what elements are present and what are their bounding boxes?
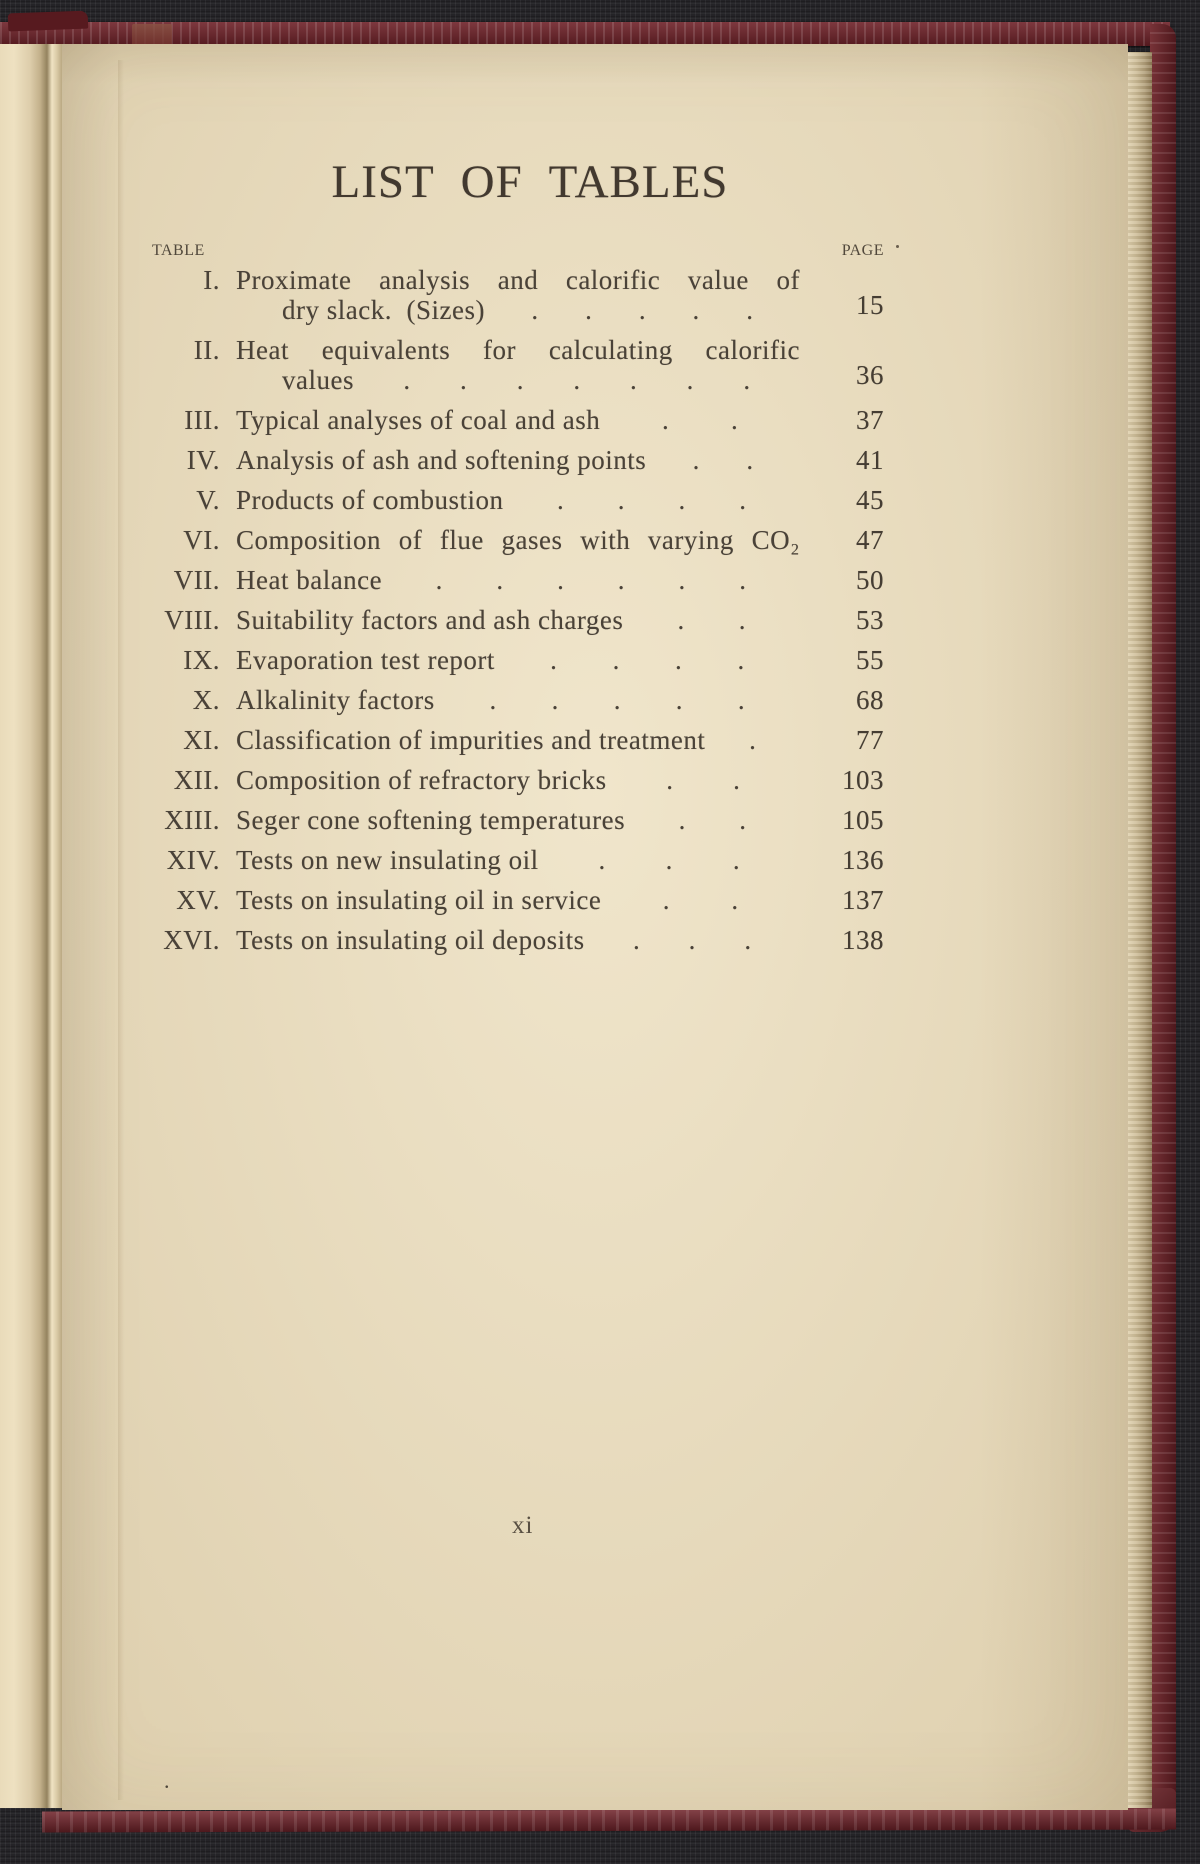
entry-line — [236, 645, 800, 675]
entry-numeral: XV. — [176, 885, 220, 915]
dot-leaders: . . — [677, 605, 746, 635]
entry-numeral: VI. — [183, 525, 220, 555]
entry-numeral: XII. — [173, 765, 220, 795]
entry-desc — [236, 925, 800, 955]
stray-ink-dot: . — [164, 1768, 170, 1793]
entry-line — [236, 725, 800, 755]
entry-line — [236, 845, 800, 875]
toc-entry — [140, 565, 884, 595]
dot-leaders: . . . . . . — [435, 565, 747, 595]
dot-leaders: . . . . — [557, 485, 747, 515]
entry-numeral: V. — [196, 485, 220, 515]
toc-entry — [140, 645, 884, 675]
book-cover-right-edge — [1150, 24, 1176, 1824]
entry-title-text: Evaporation test report — [236, 645, 495, 675]
entry-title-text: Tests on insulating oil in service — [236, 885, 602, 915]
entry-line — [236, 485, 800, 515]
toc-entry — [140, 445, 884, 475]
dot-leaders: . . . . . — [531, 295, 754, 325]
toc-entry — [140, 685, 884, 715]
toc-entry — [140, 845, 884, 875]
toc-entry — [140, 405, 884, 435]
entry-numeral: XVI. — [163, 925, 220, 955]
toc-entry — [140, 805, 884, 835]
entry-line — [236, 605, 800, 635]
dot-leaders: . . . . — [550, 645, 745, 675]
entry-desc — [236, 565, 800, 595]
entry-line — [236, 805, 800, 835]
entry-desc — [236, 265, 800, 325]
toc-entry — [140, 725, 884, 755]
entry-title-text: Classification of impurities and treatment — [236, 725, 706, 755]
entry-page-number: 103 — [842, 765, 884, 795]
entry-title-text: Suitability factors and ash charges — [236, 605, 624, 635]
page-inner-crease — [118, 60, 124, 1800]
entry-numeral: II. — [193, 335, 220, 365]
table-column-header: TABLE — [152, 242, 205, 259]
entry-title-text: Products of combustion — [236, 485, 504, 515]
book-cover-top-edge — [0, 22, 1170, 46]
entry-page-number: 53 — [856, 605, 884, 635]
entry-title-text: dry slack. (Sizes) — [282, 295, 485, 325]
dot-leaders: . . . . . . . — [403, 365, 751, 395]
entry-desc — [236, 845, 800, 875]
entry-numeral: IX. — [183, 645, 220, 675]
book-cover-torn-flap — [8, 11, 89, 32]
entry-page-number: 68 — [856, 685, 884, 715]
entry-title-text: Proximate analysis and calorific value of — [236, 265, 800, 295]
entry-page-number: 41 — [856, 445, 884, 475]
entry-desc — [236, 725, 800, 755]
entry-desc — [236, 525, 800, 555]
entry-page-number: 136 — [842, 845, 884, 875]
entry-line — [236, 565, 800, 595]
entry-page-number: 15 — [856, 290, 884, 320]
entry-desc — [236, 605, 800, 635]
entry-numeral: IV. — [186, 445, 220, 475]
entry-desc — [236, 335, 800, 395]
entry-page-number: 37 — [856, 405, 884, 435]
entry-line — [236, 265, 800, 295]
entry-numeral: VII. — [173, 565, 220, 595]
dot-leaders: . . — [692, 445, 754, 475]
toc-entry — [140, 605, 884, 635]
entry-line — [236, 405, 800, 435]
entry-numeral: III. — [184, 405, 220, 435]
page-column-header: PAGE — [841, 242, 884, 259]
toc-entry — [140, 925, 884, 955]
toc-entry — [140, 885, 884, 915]
entry-line — [236, 295, 800, 325]
entry-numeral: VIII. — [164, 605, 220, 635]
page-title: LIST OF TABLES — [331, 156, 729, 208]
dot-leaders: . . — [662, 885, 739, 915]
entry-desc — [236, 445, 800, 475]
entry-desc — [236, 645, 800, 675]
dot-leaders: . — [749, 725, 757, 755]
entry-page-number: 47 — [856, 525, 884, 555]
entry-desc — [236, 485, 800, 515]
entry-title-text: Heat equivalents for calculating calorific — [236, 335, 800, 365]
entry-line — [236, 925, 800, 955]
entry-page-number: 137 — [842, 885, 884, 915]
entry-title-text: Tests on insulating oil deposits — [236, 925, 585, 955]
entry-title-text: Heat balance — [236, 565, 383, 595]
entry-page-number: 50 — [856, 565, 884, 595]
entry-title-text: Seger cone softening temperatures — [236, 805, 626, 835]
entry-line — [236, 765, 800, 795]
entry-numeral: XI. — [183, 725, 220, 755]
entry-title-text: Composition of flue gases with varying CO₂ — [236, 525, 800, 555]
entry-page-number: 77 — [856, 725, 884, 755]
page-fore-edge-right — [1128, 52, 1152, 1808]
toc-entry — [140, 765, 884, 795]
dot-leaders: . . . . . — [489, 685, 746, 715]
dot-leaders: . . . — [633, 925, 752, 955]
entry-numeral: XIII. — [164, 805, 220, 835]
entry-desc — [236, 885, 800, 915]
entry-line — [236, 685, 800, 715]
entry-desc — [236, 765, 800, 795]
entry-desc — [236, 805, 800, 835]
entry-numeral: XIV. — [166, 845, 220, 875]
entry-page-number: 36 — [856, 360, 884, 390]
entry-numeral: I. — [203, 265, 220, 295]
ink-speck — [896, 245, 899, 248]
dot-leaders: . . . — [598, 845, 741, 875]
toc-text-block — [140, 155, 884, 965]
entry-title-text: Tests on new insulating oil — [236, 845, 539, 875]
toc-list — [140, 265, 884, 955]
entry-line — [236, 365, 800, 395]
dot-leaders: . . — [661, 405, 739, 435]
entry-page-number: 105 — [842, 805, 884, 835]
entry-line — [236, 335, 800, 365]
entry-title-text: Composition of refractory bricks — [236, 765, 607, 795]
entry-desc — [236, 405, 800, 435]
toc-entry — [140, 525, 884, 555]
entry-numeral: X. — [192, 685, 220, 715]
dot-leaders: . . — [666, 765, 741, 795]
toc-entry — [140, 485, 884, 515]
folio-page-number: xi — [512, 1512, 534, 1539]
entry-title-text: Alkalinity factors — [236, 685, 435, 715]
entry-page-number: 45 — [856, 485, 884, 515]
entry-line — [236, 885, 800, 915]
book-cover-scuff-mark — [132, 24, 172, 46]
entry-desc — [236, 685, 800, 715]
entry-page-number: 55 — [856, 645, 884, 675]
entry-line — [236, 445, 800, 475]
entry-line — [236, 525, 800, 555]
entry-title-text: Analysis of ash and softening points — [236, 445, 647, 475]
book-cover-bottom-edge — [42, 1809, 1176, 1833]
page-leaf-edges-left — [0, 44, 62, 1808]
column-headers — [140, 241, 884, 260]
toc-entry — [140, 265, 884, 325]
entry-title-text: values — [282, 365, 354, 395]
toc-entry — [140, 335, 884, 395]
entry-title-text: Typical analyses of coal and ash — [236, 405, 601, 435]
entry-page-number: 138 — [842, 925, 884, 955]
dot-leaders: . . — [678, 805, 747, 835]
